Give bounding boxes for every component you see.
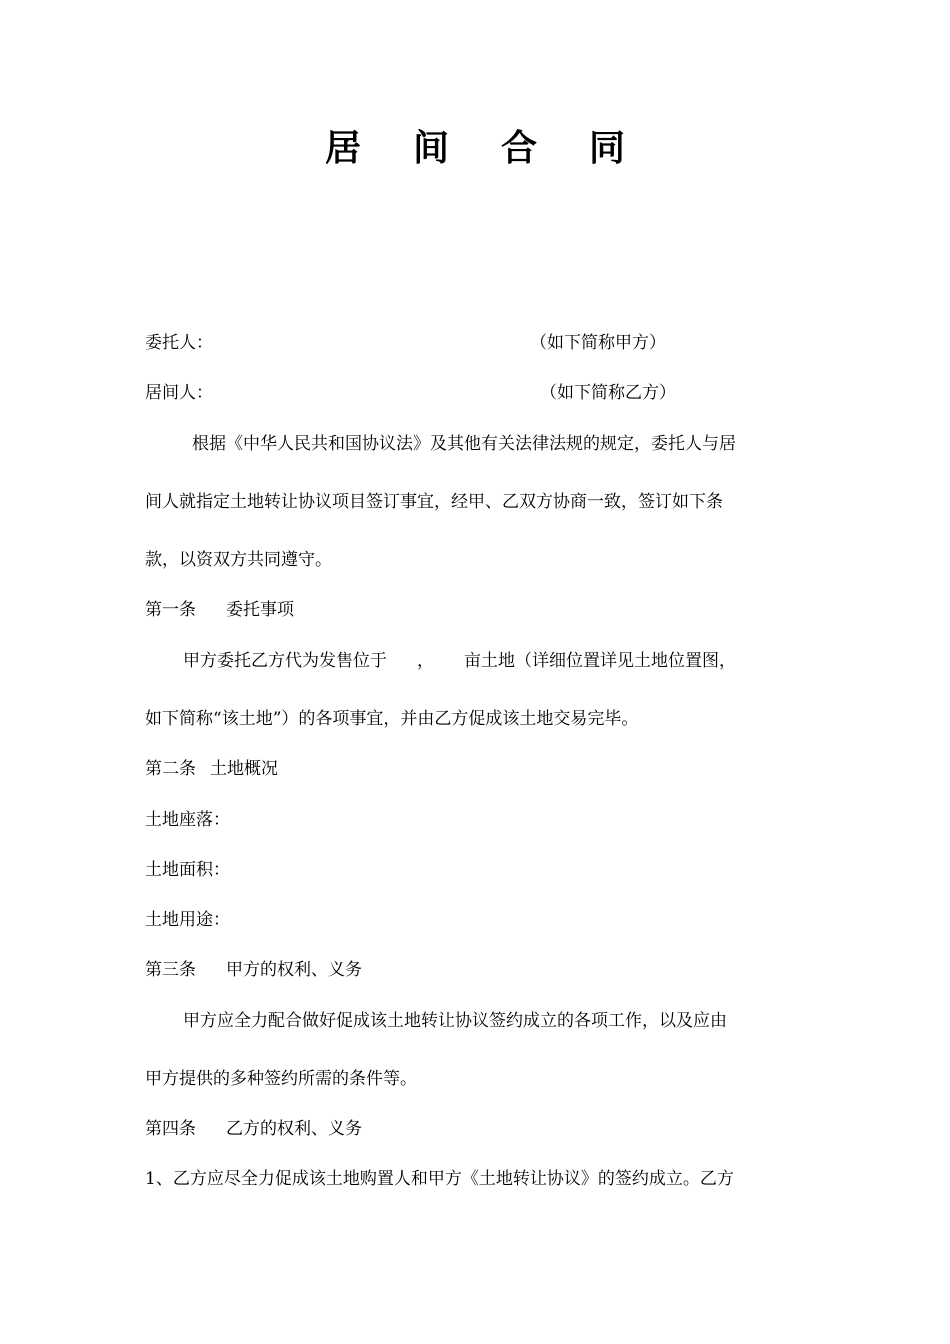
intermediary-line xyxy=(145,381,213,405)
article-2-heading xyxy=(145,757,278,781)
land-location: 土地座落： xyxy=(145,810,230,830)
article-1-text: 亩土地（详细位置详见土地位置图， xyxy=(464,651,736,671)
document-title xyxy=(0,124,950,174)
client-line xyxy=(145,331,213,355)
client-label: 委托人： xyxy=(145,333,213,353)
preamble-line: 根据《中华人民共和国协议法》及其他有关法律法规的规定，委托人与居 xyxy=(192,434,736,454)
preamble-line: 间人就指定土地转让协议项目签订事宜，经甲、乙双方协商一致，签订如下条 xyxy=(145,492,723,512)
article-1-text: 甲方委托乙方代为发售位于 xyxy=(183,651,387,671)
article-number: 第四条 xyxy=(145,1119,196,1139)
preamble-line: 款，以资双方共同遵守。 xyxy=(145,550,332,570)
article-title: 委托事项 xyxy=(226,600,294,620)
land-use: 土地用途： xyxy=(145,910,230,930)
article-4-heading xyxy=(145,1117,362,1141)
title-char: 间 xyxy=(412,128,449,169)
title-char: 居 xyxy=(324,128,361,169)
intermediary-label: 居间人： xyxy=(145,383,213,403)
article-1-line xyxy=(183,649,736,673)
title-char: 同 xyxy=(589,128,626,169)
article-number: 第二条 xyxy=(145,759,196,779)
article-title: 乙方的权利、义务 xyxy=(226,1119,362,1139)
article-1-heading xyxy=(145,598,294,622)
article-1-text: ， xyxy=(417,651,434,671)
intermediary-note: （如下简称乙方） xyxy=(540,383,676,403)
article-number: 第三条 xyxy=(145,960,196,980)
article-3-line: 甲方应全力配合做好促成该土地转让协议签约成立的各项工作，以及应由 xyxy=(183,1011,727,1031)
article-number: 第一条 xyxy=(145,600,196,620)
article-4-line: 1、乙方应尽全力促成该土地购置人和甲方《土地转让协议》的签约成立。乙方 xyxy=(145,1169,734,1189)
article-3-line: 甲方提供的多种签约所需的条件等。 xyxy=(145,1069,417,1089)
article-3-heading xyxy=(145,958,362,982)
article-1-line: 如下简称“该土地”）的各项事宜，并由乙方促成该土地交易完毕。 xyxy=(145,709,639,729)
land-area: 土地面积： xyxy=(145,860,230,880)
article-title: 土地概况 xyxy=(210,759,278,779)
article-title: 甲方的权利、义务 xyxy=(226,960,362,980)
title-char: 合 xyxy=(501,128,538,169)
client-note: （如下简称甲方） xyxy=(530,333,666,353)
